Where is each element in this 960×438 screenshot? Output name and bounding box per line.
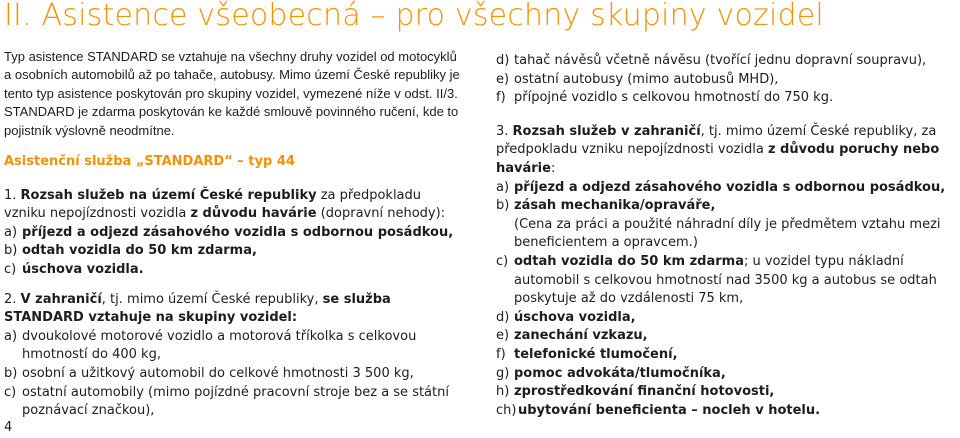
section-1-text-1: za předpokladu vzniku nepojízdnosti vozidla bbox=[4, 187, 422, 222]
list-label: c) bbox=[496, 253, 509, 269]
list-item bbox=[4, 328, 462, 365]
list-label: d) bbox=[496, 53, 510, 68]
list-item bbox=[4, 384, 462, 421]
list-item bbox=[4, 365, 462, 384]
list-item bbox=[496, 179, 956, 198]
left-column bbox=[4, 48, 462, 421]
section-1-bold-1: Rozsah služeb na území České republiky bbox=[20, 187, 317, 203]
section-2-bold-2: se služba STANDARD vztahuje na skupiny vozidel: bbox=[4, 291, 391, 326]
section-3-number: 3. bbox=[496, 123, 509, 139]
list-item bbox=[496, 309, 956, 328]
page-title: II. Asistence všeobecná – pro všechny skupiny vozidel bbox=[4, 0, 824, 33]
list-label: e) bbox=[496, 328, 510, 344]
towing-text: ; u vozidel typu nákladní automobil s celkovou hmotností nad 3500 kg a autobus se odtah poskytuje až do vzdálenosti 75 km, bbox=[514, 253, 937, 307]
list-item bbox=[496, 383, 956, 402]
list-text: zásah mechanika/opraváře, bbox=[514, 198, 716, 214]
list-text: tahač návěsů včetně návěsu (tvořící jednu dopravní soupravu), bbox=[514, 53, 927, 68]
list-item bbox=[4, 242, 462, 261]
section-3-bold-1: Rozsah služeb v zahraničí bbox=[512, 123, 701, 139]
list-text: ubytování beneficienta – nocleh v hotelu. bbox=[518, 402, 821, 418]
section-1-number: 1. bbox=[4, 187, 17, 203]
list-text: příjezd a odjezd zásahového vozidla s odbornou posádkou, bbox=[22, 224, 454, 240]
list-label: f) bbox=[496, 90, 506, 106]
list-label: a) bbox=[4, 224, 18, 240]
section-2-number: 2. bbox=[4, 291, 17, 307]
section-3-bold-2: z důvodu poruchy nebo havárie bbox=[496, 142, 940, 176]
list-label: b) bbox=[4, 365, 18, 381]
list-item bbox=[496, 52, 956, 71]
repair-note: (Cena za práci a použité náhradní díly je předmětem vztahu mezi beneficientem a opravcem.) bbox=[514, 216, 941, 251]
section-1-intro bbox=[4, 187, 462, 224]
list-text: odtah vozidla do 50 km zdarma, bbox=[22, 243, 257, 259]
list-item bbox=[496, 327, 956, 346]
section-3-text-1: , tj. mimo území České republiky, za předpokladu vzniku nepojízdnosti vozidla bbox=[496, 123, 937, 158]
list-item bbox=[496, 253, 956, 309]
section-2-text-1: , tj. mimo území České republiky, bbox=[101, 291, 323, 307]
list-text: příjezd a odjezd zásahového vozidla s odbornou posádkou, bbox=[514, 179, 946, 195]
list-text: zprostředkování finanční hotovosti, bbox=[514, 384, 775, 400]
list-item bbox=[496, 197, 956, 216]
list-item bbox=[4, 224, 462, 243]
list-label: e) bbox=[496, 71, 510, 87]
list-text: dvoukolové motorové vozidlo a motorová tříkolka s celkovou hmotností do 400 kg, bbox=[22, 328, 417, 363]
list-item bbox=[496, 402, 956, 421]
list-label: a) bbox=[496, 179, 510, 195]
list-item bbox=[496, 365, 956, 384]
list-text bbox=[514, 253, 956, 309]
list-label: d) bbox=[496, 309, 510, 325]
list-label: a) bbox=[4, 328, 18, 344]
list-text: ostatní automobily (mimo pojízdné pracovní stroje bez a se státní poznávací značkou), bbox=[22, 384, 449, 419]
list-text: osobní a užitkový automobil do celkové hmotnosti 3 500 kg, bbox=[22, 365, 414, 381]
list-label: g) bbox=[496, 365, 510, 381]
list-item bbox=[4, 261, 462, 280]
list-label: c) bbox=[4, 384, 17, 400]
right-column bbox=[496, 52, 956, 420]
list-label: ch) bbox=[496, 402, 517, 418]
list-text: telefonické tlumočení, bbox=[514, 346, 678, 362]
list-label: h) bbox=[496, 384, 510, 400]
list-item bbox=[496, 346, 956, 365]
section-1-bold-2: z důvodu havárie bbox=[190, 206, 317, 222]
list-item bbox=[496, 89, 956, 108]
towing-bold: odtah vozidla do 50 km zdarma bbox=[514, 253, 744, 269]
list-text: úschova vozidla. bbox=[22, 262, 144, 277]
list-text: ostatní autobusy (mimo autobusů MHD), bbox=[514, 71, 779, 87]
list-label: b) bbox=[496, 198, 510, 214]
list-text: přípojné vozidlo s celkovou hmotností do 750 kg. bbox=[514, 90, 834, 106]
list-label: c) bbox=[4, 262, 17, 277]
list-text: pomoc advokáta/tlumočníka, bbox=[514, 365, 726, 381]
list-label: b) bbox=[4, 243, 18, 259]
list-text: zanechání vzkazu, bbox=[514, 328, 648, 344]
intro-paragraph: Typ asistence STANDARD se vztahuje na všechny druhy vozidel od motocyklů a osobních automobilů až po tahače, autobusy. Mimo území České republiky je tento typ asistence poskytován pro skupiny vozidel, vymezené níže v odst. II/3. STANDARD je zdarma poskytován ke každé smlouvě povinného ručení, kde to pojistník výslovně neodmítne. bbox=[4, 49, 460, 138]
list-text: úschova vozidla, bbox=[514, 309, 636, 325]
section-2-bold-1: V zahraničí bbox=[20, 291, 102, 307]
section-3-intro bbox=[496, 123, 956, 179]
list-label: f) bbox=[496, 346, 506, 362]
service-heading: Asistenční služba „STANDARD“ – typ 44 bbox=[4, 154, 295, 170]
section-1-text-2: (dopravní nehody): bbox=[316, 206, 446, 222]
page-number: 4 bbox=[4, 420, 13, 435]
list-item bbox=[496, 71, 956, 90]
section-3-text-2: : bbox=[550, 160, 556, 176]
section-2-intro bbox=[4, 291, 462, 328]
